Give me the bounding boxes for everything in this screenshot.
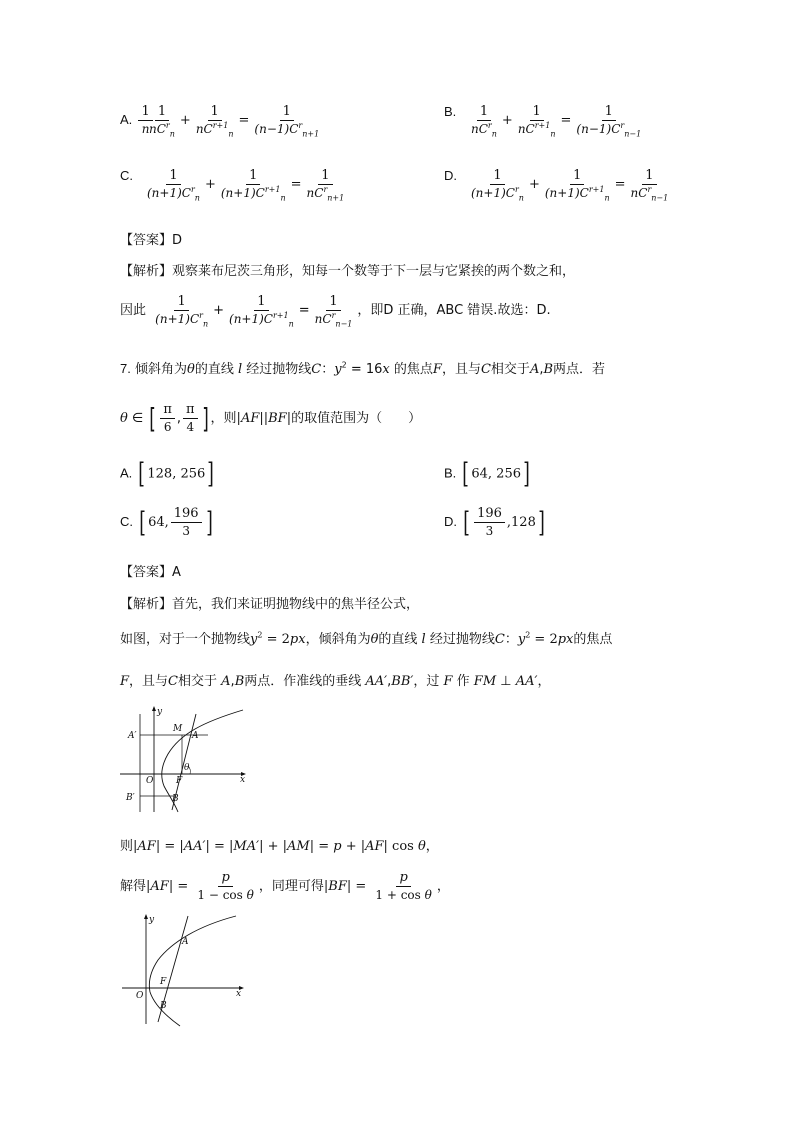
svg-text:F: F — [176, 776, 183, 786]
svg-text:O: O — [136, 991, 144, 1001]
option-b-value: 64, 256 — [471, 466, 521, 482]
conclusion-text: ，即D 正确，ABC 错误.故选：D. — [357, 303, 551, 318]
q6-option-d-expr: $\frac{1}{(n+1)C^r_n}$ + $\frac{1}{(n+1)C^{r+1}_n}$ = $\frac{1}{nC^r_{n-1}}$ — [471, 168, 669, 203]
svg-text:x: x — [240, 775, 246, 785]
analysis-tag: 【解析】 — [120, 264, 173, 279]
option-label: B. — [444, 104, 457, 119]
q7-then-line: 则|AF| = |AA′| = |MA′| + |AM| = p + |AF| cos θ， — [120, 839, 439, 854]
svg-text:θ: θ — [184, 763, 190, 773]
svg-text:B′: B′ — [126, 793, 135, 803]
therefore-text: 因此 — [120, 303, 147, 318]
q7-analysis-1: 【解析】首先，我们来证明抛物线中的焦半径公式， — [120, 597, 420, 612]
svg-text:F: F — [160, 977, 167, 987]
q6-option-c-expr: $\frac{1}{(n+1)C^r_n}$ + $\frac{1}{(n+1)C^{r+1}_n}$ = $\frac{1}{nC^r_{n+1}}$ — [147, 168, 345, 203]
q7-option-d: D. [ $\frac{196}{3}$ ,128] — [444, 505, 545, 539]
q6-analysis — [120, 260, 575, 279]
q6-option-d — [444, 168, 457, 184]
svg-text:B: B — [172, 794, 179, 804]
svg-text:M: M — [173, 724, 183, 734]
q7-solve-line: 解得|AF| = $\frac{p}{\text{1 − cos θ}}$ ，同理可得|BF| = $\frac{p}{\text{1 + cos θ}}$ ， — [120, 870, 450, 902]
option-label: C. — [120, 168, 133, 183]
q6-option-b — [444, 104, 456, 120]
q7-analysis-3: F，且与C相交于 A,B两点．作准线的垂线 AA′,BB′，过 F 作 FM ⊥ AA′， — [120, 674, 551, 689]
q7-option-c: C. [ 64, $\frac{196}{3}$ ] — [120, 505, 213, 539]
option-label: A. — [120, 112, 133, 127]
q6-conclusion-line: 因此 $\frac{1}{(n+1)C^r_n}$ + $\frac{1}{(n+1)C^{r+1}_n}$ = $\frac{1}{nC^r_{n-1}}$ ，即D 正确，ABC 错误.故选：D. — [120, 294, 551, 329]
parabola-figure-1 — [118, 704, 248, 816]
q6-option-c — [120, 168, 133, 184]
q7-stem-line1: 7. 倾斜角为θ的直线 l 经过抛物线C：$y^2 = 16x$ 的焦点F，且与C相交于A,B两点．若 — [120, 360, 606, 377]
q7-stem-line2: θ ∈ [ $\frac{\pi}{6}$ , $\frac{\pi}{4}$ ] ，则|AF||BF|的取值范围为（ ） — [120, 401, 422, 435]
q7-option-a: A. [ 128, 256] — [120, 457, 215, 490]
option-a-value: 128, 256 — [147, 466, 206, 482]
q7-option-b: B. [ 64, 256] — [444, 457, 530, 490]
svg-text:O: O — [146, 776, 154, 786]
option-label: D. — [444, 168, 457, 183]
svg-text:x: x — [236, 989, 242, 999]
svg-text:A: A — [182, 937, 189, 947]
q7-analysis-2: 如图，对于一个抛物线$y^2 = 2px$，倾斜角为θ的直线 l 经过抛物线C：$y^2 = 2px$的焦点 — [120, 630, 613, 647]
analysis-text: 观察莱布尼茨三角形，知每一个数等于下一层与它紧挨的两个数之和， — [172, 264, 576, 279]
svg-text:y: y — [149, 915, 155, 925]
question-number: 7. — [120, 361, 131, 376]
svg-text:A: A — [192, 731, 199, 741]
svg-text:A′: A′ — [128, 731, 137, 741]
parabola-figure-2 — [118, 910, 248, 1028]
q6-option-a-expr: $\frac{1}{nC^r_n}$ + $\frac{1}{nC^{r+1}_n}$ = $\frac{1}{(n-1)C^r_{n+1}}$ — [149, 104, 320, 139]
svg-text:B: B — [160, 1001, 167, 1011]
q6-option-a: A. $\frac{1}{n}$ — [120, 104, 155, 137]
q6-option-b-expr: $\frac{1}{nC^r_n}$ + $\frac{1}{nC^{r+1}_n}$ = $\frac{1}{(n-1)C^r_{n-1}}$ — [471, 104, 642, 139]
q7-answer: 【答案】A — [120, 565, 181, 580]
q6-answer: 【答案】D — [120, 233, 183, 248]
svg-text:y: y — [157, 707, 163, 717]
